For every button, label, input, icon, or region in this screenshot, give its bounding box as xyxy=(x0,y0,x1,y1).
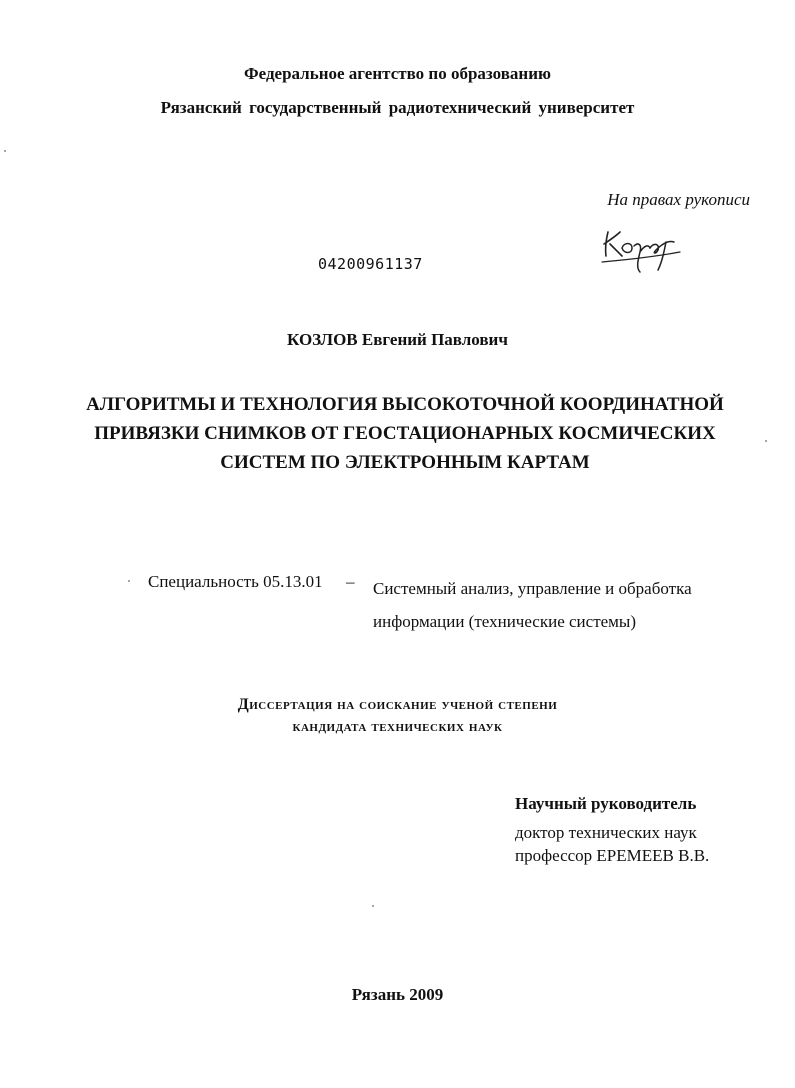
archive-number: 04200961137 xyxy=(318,255,423,273)
degree-line: Диссертация на соискание ученой степени xyxy=(237,696,558,713)
advisor-degree: доктор технических наук xyxy=(515,823,697,842)
specialty-line: Системный анализ, управление и обработка xyxy=(373,579,692,598)
title-line: СИСТЕМ ПО ЭЛЕКТРОННЫМ КАРТАМ xyxy=(220,452,590,473)
specialty-dash: – xyxy=(346,572,355,591)
specialty-description xyxy=(373,572,753,638)
advisor-name: профессор ЕРЕМЕЕВ В.В. xyxy=(515,846,710,865)
specialty-line: информации (технические системы) xyxy=(373,612,637,631)
scan-speck xyxy=(765,440,767,442)
degree-statement xyxy=(0,694,795,738)
scan-speck xyxy=(372,905,374,907)
city-year: Рязань 2009 xyxy=(351,985,444,1004)
scan-speck xyxy=(128,580,130,582)
degree-line: кандидата технических наук xyxy=(292,718,503,735)
specialty-label: Специальность 05.13.01 xyxy=(148,572,323,591)
handwritten-signature xyxy=(600,222,686,274)
rights-note: На правах рукописи xyxy=(607,190,750,209)
author-given-names: Евгений Павлович xyxy=(361,330,508,349)
dissertation-title xyxy=(60,390,750,477)
title-line: АЛГОРИТМЫ И ТЕХНОЛОГИЯ ВЫСОКОТОЧНОЙ КООРДИНАТНОЙ xyxy=(86,394,724,415)
author-name xyxy=(0,330,795,350)
title-line: ПРИВЯЗКИ СНИМКОВ ОТ ГЕОСТАЦИОНАРНЫХ КОСМИЧЕСКИХ xyxy=(94,423,716,444)
advisor-heading: Научный руководитель xyxy=(515,794,697,813)
university-name: Рязанский государственный радиотехнический университет xyxy=(160,98,635,117)
agency-name: Федеральное агентство по образованию xyxy=(244,64,551,83)
scan-speck xyxy=(4,150,6,152)
author-surname: КОЗЛОВ xyxy=(287,330,358,349)
